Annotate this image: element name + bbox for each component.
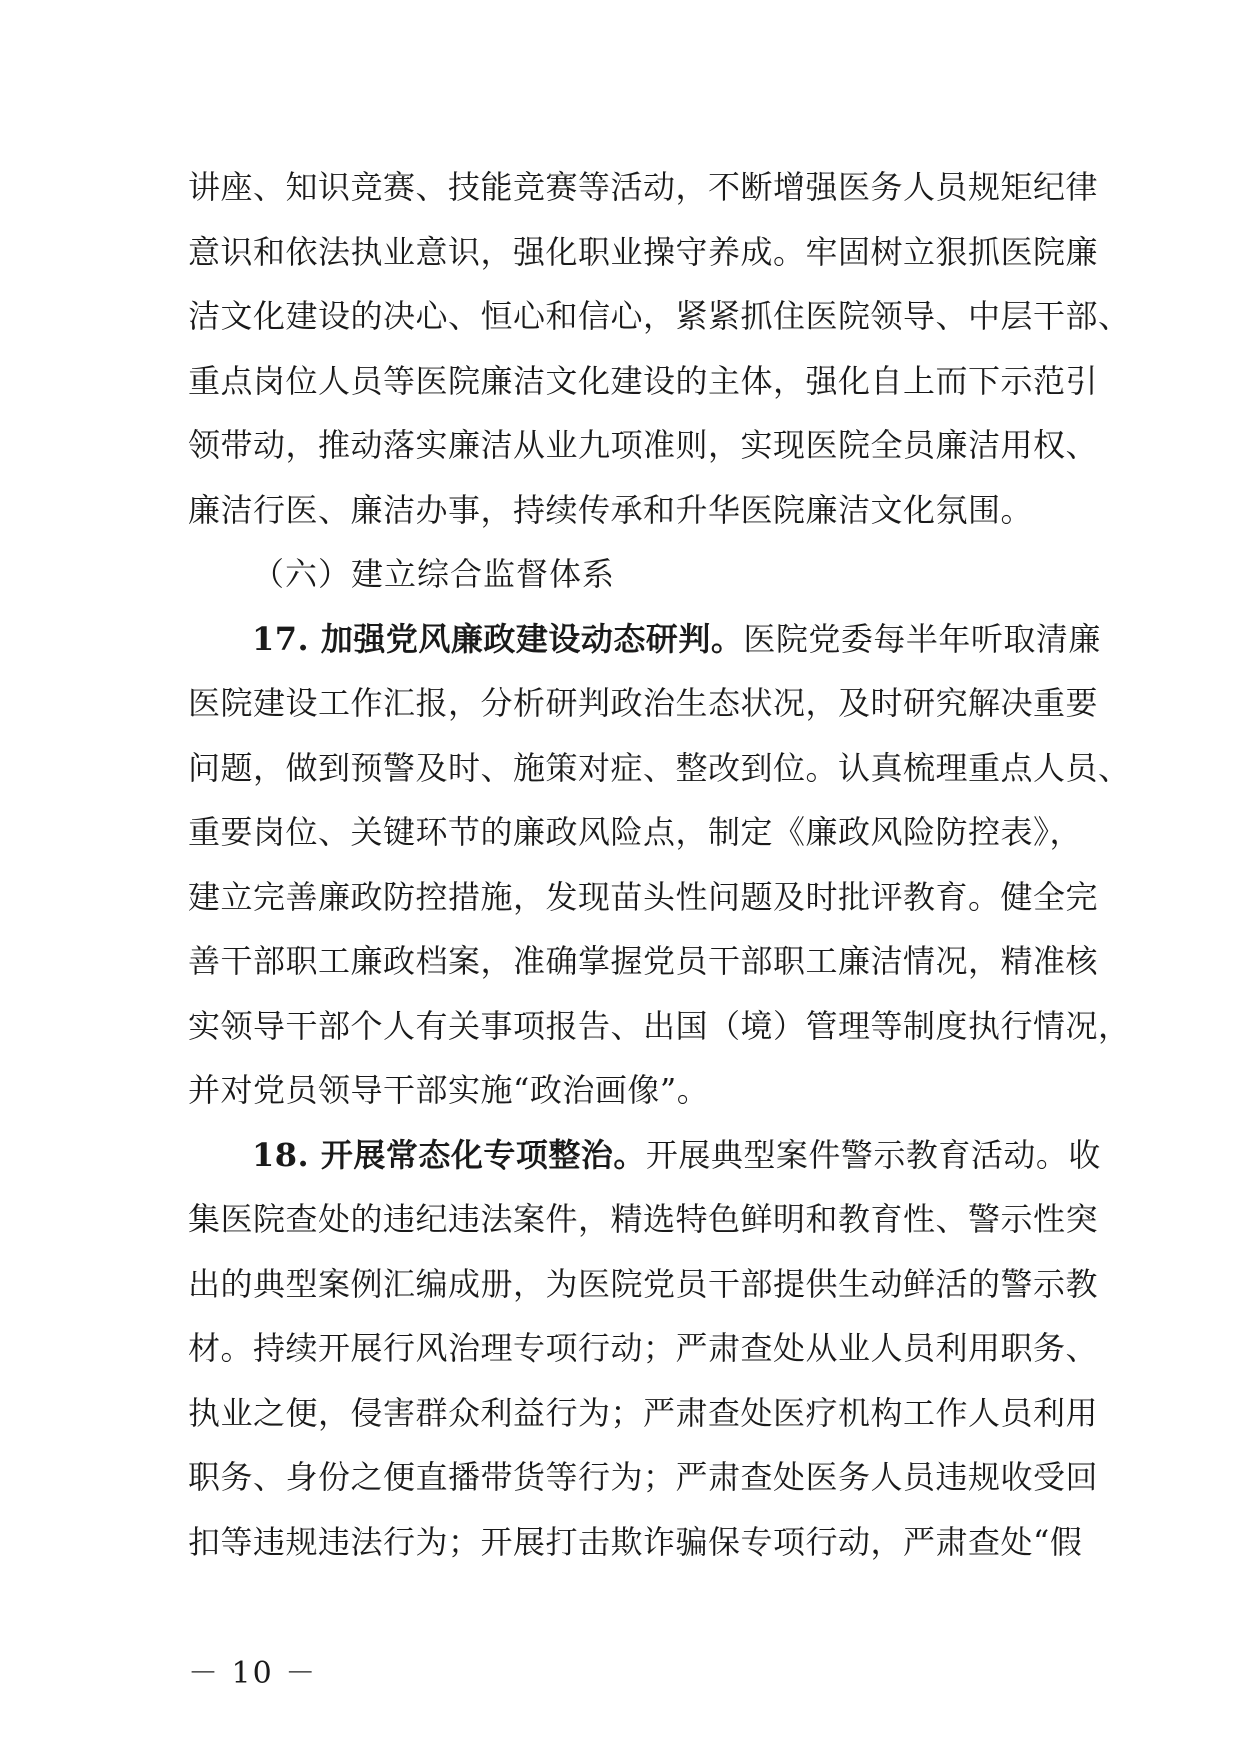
text-line: 重要岗位、关键环节的廉政风险点，制定《廉政风险防控表》， [188, 813, 1083, 851]
text-line: 问题，做到预警及时、施策对症、整改到位。认真梳理重点人员、 [188, 748, 1131, 787]
text-line: 并对党员领导干部实施“政治画像”。 [188, 1071, 710, 1109]
text-line [188, 1123, 1101, 1188]
text-line: 职务、身份之便直播带货等行为；严肃查处医务人员违规收受回 [188, 1458, 1099, 1496]
text-line: 廉洁行医、廉洁办事，持续传承和升华医院廉洁文化氛围。 [188, 490, 1034, 529]
text-line: 领带动，推动落实廉洁从业九项准则，实现医院全员廉洁用权、 [188, 426, 1099, 464]
item-17-title: 17. 加强党风廉政建设动态研判。 [252, 619, 744, 658]
text-line: 重点岗位人员等医院廉洁文化建设的主体，强化自上而下示范引 [188, 361, 1099, 400]
paragraph-item-18 [188, 1123, 1101, 1575]
paragraph-item-17 [188, 607, 1131, 1123]
text-line: 讲座、知识竞赛、技能竞赛等活动，不断增强医务人员规矩纪律 [188, 168, 1099, 206]
section-heading: （六）建立综合监督体系 [252, 555, 616, 593]
item-17-first-text: 医院党委每半年听取清廉 [743, 619, 1101, 658]
item-18-first-text: 开展典型案件警示教育活动。收 [645, 1135, 1101, 1174]
text-line: 材。持续开展行风治理专项行动；严肃查处从业人员利用职务、 [188, 1329, 1099, 1367]
text-line: 扣等违规违法行为；开展打击欺诈骗保专项行动，严肃查处“假 [188, 1522, 1083, 1561]
text-line [188, 607, 1101, 672]
document-body [188, 155, 1131, 1574]
text-line: 出的典型案例汇编成册，为医院党员干部提供生动鲜活的警示教 [188, 1264, 1099, 1303]
text-line: 善干部职工廉政档案，准确掌握党员干部职工廉洁情况，精准核 [188, 942, 1099, 980]
text-line: 执业之便，侵害群众利益行为；严肃查处医疗机构工作人员利用 [188, 1393, 1099, 1432]
paragraph-culture [188, 155, 1131, 542]
text-line: 意识和依法执业意识，强化职业操守养成。牢固树立狠抓医院廉 [188, 232, 1099, 271]
text-line: 集医院查处的违纪违法案件，精选特色鲜明和教育性、警示性突 [188, 1200, 1099, 1238]
text-line: 建立完善廉政防控措施，发现苗头性问题及时批评教育。健全完 [188, 877, 1099, 916]
text-line: 医院建设工作汇报，分析研判政治生态状况，及时研究解决重要 [188, 684, 1099, 722]
text-line: 实领导干部个人有关事项报告、出国（境）管理等制度执行情况， [188, 1006, 1131, 1045]
item-18-title: 18. 开展常态化专项整治。 [252, 1135, 646, 1174]
page-number: － 10 － [188, 1656, 318, 1691]
text-line: 洁文化建设的决心、恒心和信心，紧紧抓住医院领导、中层干部、 [188, 297, 1131, 335]
